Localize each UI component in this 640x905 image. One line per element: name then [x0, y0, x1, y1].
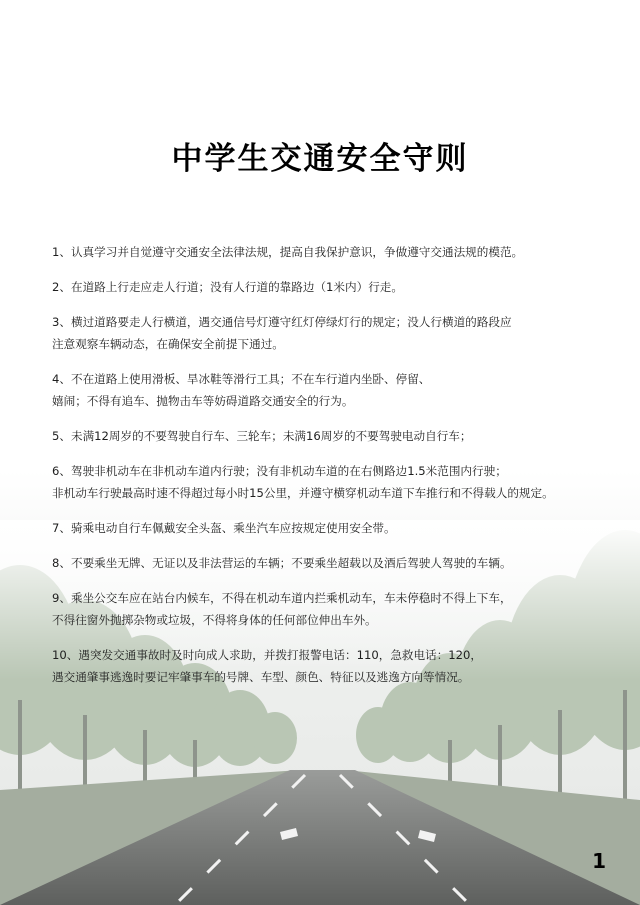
page-title: 中学生交通安全守则	[171, 140, 469, 177]
rules-list	[52, 241, 617, 701]
rule-line: 8、不要乘坐无牌、无证以及非法营运的车辆；不要乘坐超载以及酒后驾驶人驾驶的车辆。	[52, 556, 512, 570]
rule-line: 遇交通肇事逃逸时要记牢肇事车的号牌、车型、颜色、特征以及逃逸方向等情况。	[52, 670, 470, 684]
rule-item	[52, 517, 617, 539]
rule-line: 1、认真学习并自觉遵守交通安全法律法规，提高自我保护意识，争做遵守交通法规的模范。	[52, 245, 524, 259]
rule-line: 4、不在道路上使用滑板、旱冰鞋等滑行工具；不在车行道内坐卧、停留、	[52, 372, 431, 386]
rule-item	[52, 425, 617, 447]
rule-line: 非机动车行驶最高时速不得超过每小时15公里，并遵守横穿机动车道下车推行和不得载人的规定。	[52, 486, 554, 500]
rule-line: 9、乘坐公交车应在站台内候车，不得在机动车道内拦乘机动车，车未停稳时不得上下车，	[52, 591, 512, 605]
rule-item	[52, 276, 617, 298]
rule-line: 不得往窗外抛掷杂物或垃圾，不得将身体的任何部位伸出车外。	[52, 613, 377, 627]
rule-item	[52, 460, 617, 504]
rule-item	[52, 368, 617, 412]
rule-line: 2、在道路上行走应走人行道；没有人行道的靠路边（1米内）行走。	[52, 280, 403, 294]
rule-item	[52, 241, 617, 263]
rule-line: 10、遇突发交通事故时及时向成人求助，并拨打报警电话：110，急救电话：120，	[52, 648, 483, 662]
rule-line: 3、横过道路要走人行横道，遇交通信号灯遵守红灯停绿灯行的规定；没人行横道的路段应	[52, 315, 512, 329]
page-number: 1	[592, 849, 606, 873]
rule-line: 7、骑乘电动自行车佩戴安全头盔、乘坐汽车应按规定使用安全带。	[52, 521, 396, 535]
rule-line: 嬉闹；不得有追车、抛物击车等妨碍道路交通安全的行为。	[52, 394, 354, 408]
rule-item	[52, 311, 617, 355]
rule-item	[52, 587, 617, 631]
rule-line: 6、驾驶非机动车在非机动车道内行驶；没有非机动车道的在右侧路边1.5米范围内行驶；	[52, 464, 507, 478]
rule-line: 5、未满12周岁的不要驾驶自行车、三轮车；未满16周岁的不要驾驶电动自行车；	[52, 429, 472, 443]
rule-line: 注意观察车辆动态，在确保安全前提下通过。	[52, 337, 284, 351]
rule-item	[52, 552, 617, 574]
rule-item	[52, 644, 617, 688]
